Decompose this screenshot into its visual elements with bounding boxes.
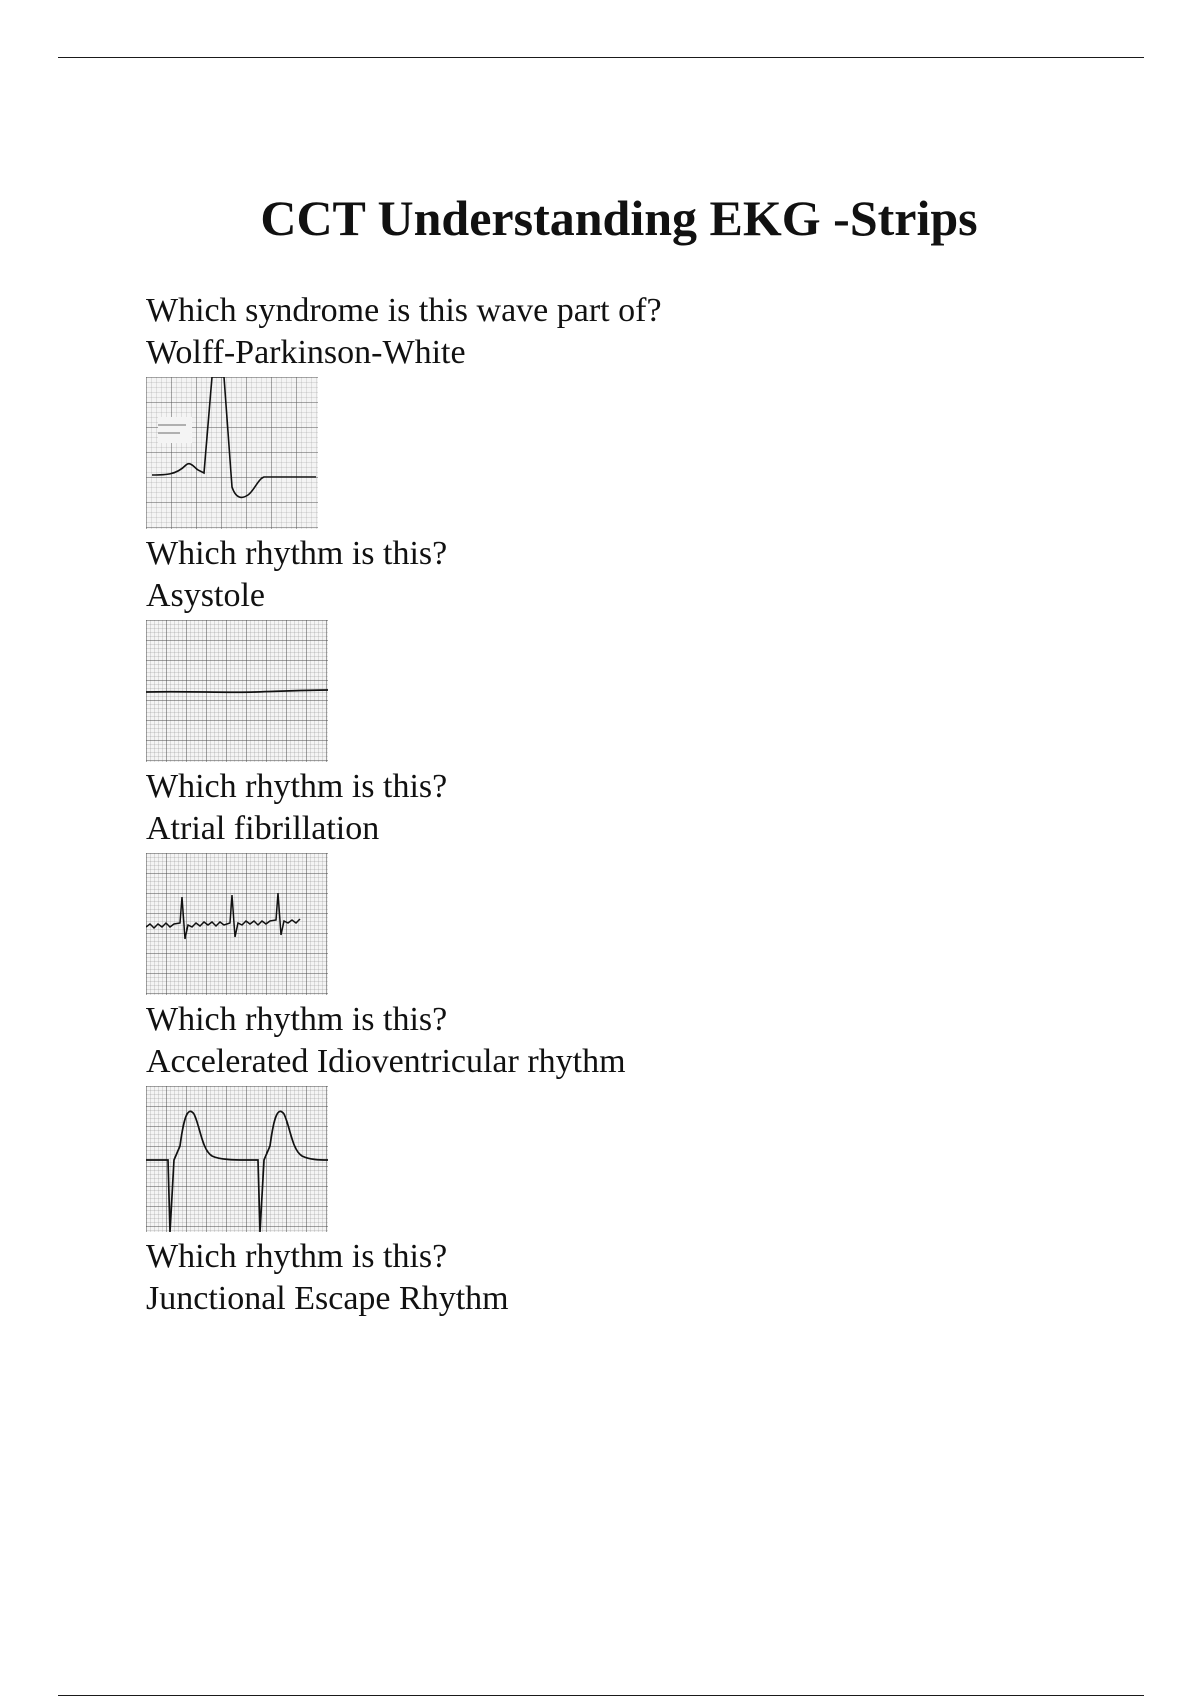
answer-text: Wolff-Parkinson-White — [146, 334, 466, 371]
question-text: Which rhythm is this? — [146, 768, 448, 805]
qa-item — [146, 999, 1046, 1232]
answer-text: Atrial fibrillation — [146, 810, 380, 847]
bottom-rule — [58, 1695, 1144, 1696]
ekg-wpw-delta-wave-icon — [146, 377, 318, 529]
ekg-idioventricular-icon — [146, 1086, 328, 1232]
qa-list — [146, 290, 1046, 1320]
qa-item — [146, 1236, 1046, 1320]
question-text: Which syndrome is this wave part of? — [146, 292, 662, 329]
ekg-afib-icon — [146, 853, 328, 995]
top-rule — [58, 57, 1144, 58]
qa-item — [146, 533, 1046, 762]
answer-text: Accelerated Idioventricular rhythm — [146, 1043, 626, 1080]
answer-text: Junctional Escape Rhythm — [146, 1280, 509, 1317]
question-text: Which rhythm is this? — [146, 1001, 448, 1038]
qa-item — [146, 290, 1046, 529]
question-text: Which rhythm is this? — [146, 535, 448, 572]
question-text: Which rhythm is this? — [146, 1238, 448, 1275]
answer-text: Asystole — [146, 577, 265, 614]
qa-item — [146, 766, 1046, 995]
page-title: CCT Understanding EKG -Strips — [260, 190, 978, 246]
ekg-flatline-icon — [146, 620, 328, 762]
